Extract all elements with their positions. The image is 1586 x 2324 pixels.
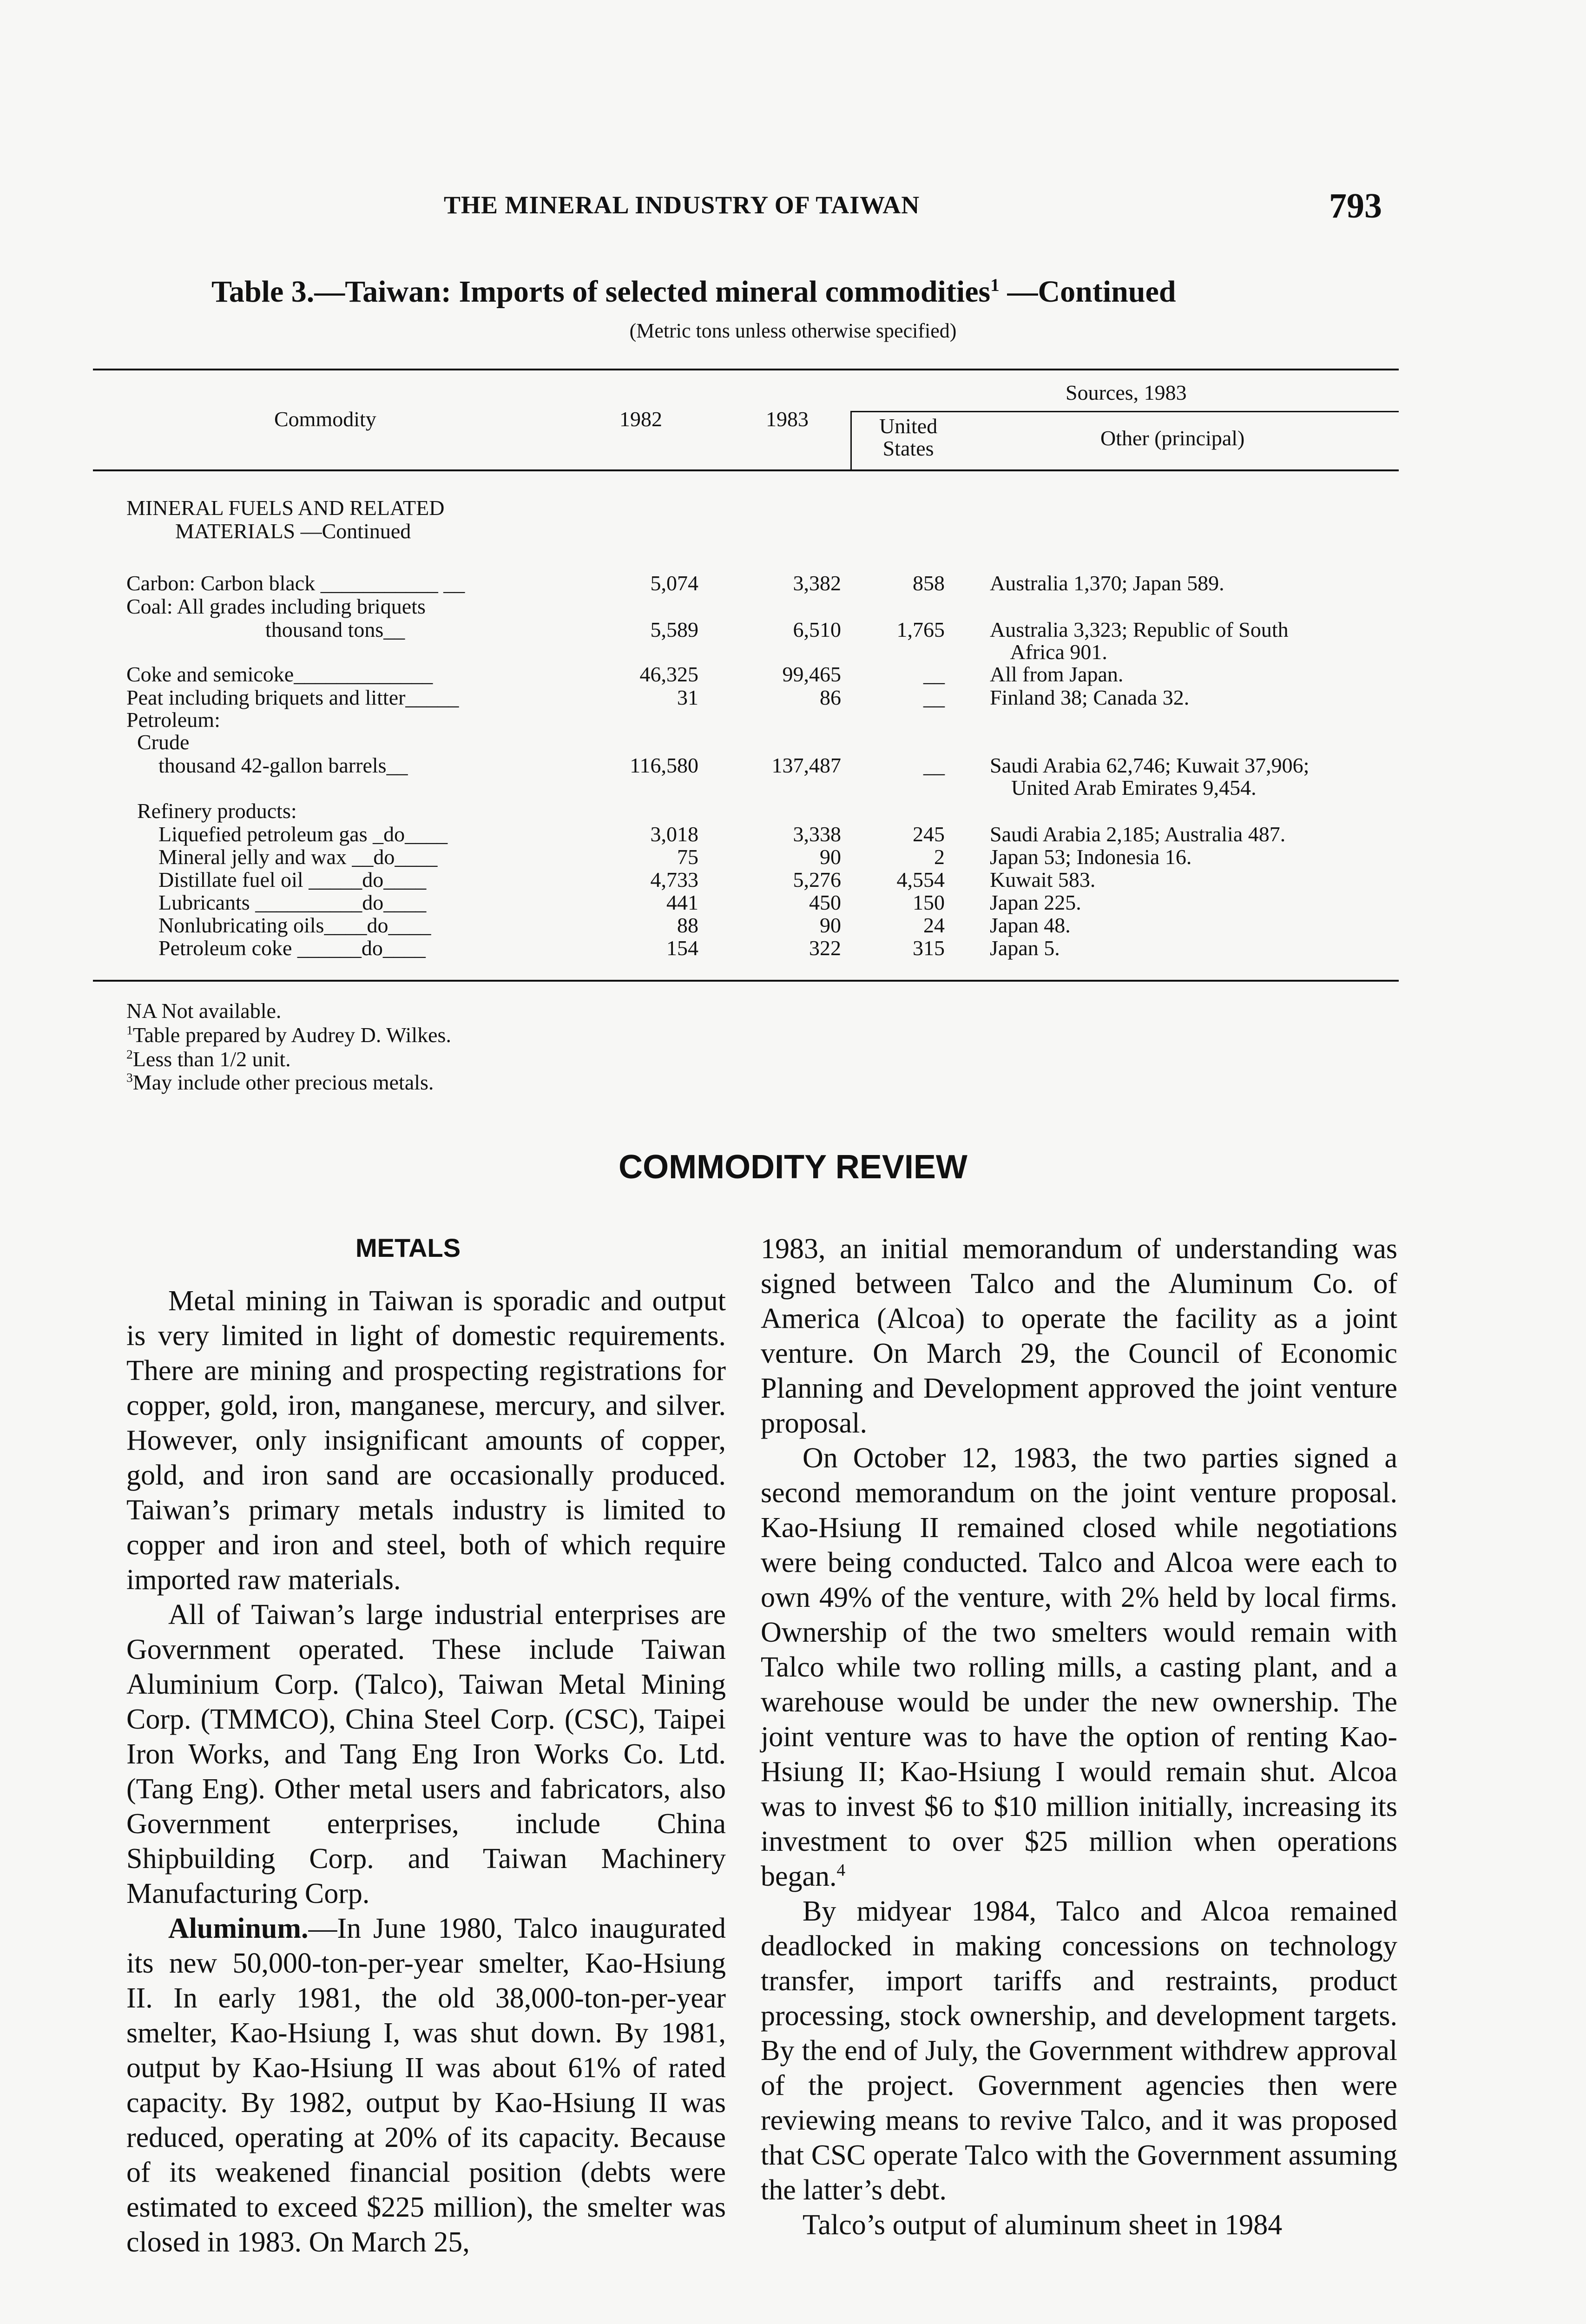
table-row — [0, 775, 1586, 800]
cell-other-sources: Kuwait 583. — [990, 868, 1096, 891]
table-row — [0, 822, 1586, 847]
footnote-text: May include other precious metals. — [132, 1070, 434, 1094]
left-paragraph-1: Metal mining in Taiwan is sporadic and output is very limited in light of domestic requirements. There are mining and prospecting registrations for copper, gold, iron, manganese, mercury, and silver. However, only insignificant amounts of copper, gold, and iron sand are occasionally produced. Taiwan’s primary metals industry is limited to copper and iron and steel, both of which require imported raw materials. — [126, 1285, 726, 1596]
cell-1982: 46,325 — [639, 662, 698, 686]
cell-1983: 99,465 — [782, 662, 841, 686]
footnote-mark: 2 — [126, 1047, 133, 1062]
cell-commodity: Coke and semicoke_____________ — [126, 662, 433, 686]
table-row — [0, 707, 1586, 733]
right-paragraph-2 — [761, 1441, 1397, 1894]
cell-other-sources: Finland 38; Canada 32. — [990, 686, 1190, 709]
left-column — [126, 1284, 726, 2260]
cell-united-states: 858 — [913, 571, 945, 595]
table-row — [0, 753, 1586, 778]
table-row — [0, 594, 1586, 619]
table-title-text: Table 3.—Taiwan: Imports of selected mineral commodities — [211, 275, 991, 309]
footnote — [126, 1047, 291, 1071]
table-row — [0, 799, 1586, 824]
cell-commodity: thousand tons__ — [126, 618, 405, 641]
right-paragraph-1: 1983, an initial memorandum of understanding was signed between Talco and the Aluminum Co. of America (Alcoa) to operate the facility as a joint venture. On March 29, the Council of Economic Planning and Development approved the joint venture proposal. — [761, 1233, 1397, 1439]
table-row — [0, 617, 1586, 642]
cell-1983: 3,338 — [793, 822, 841, 846]
us-column-divider — [850, 411, 852, 470]
cell-commodity: Nonlubricating oils____do____ — [126, 913, 431, 937]
cell-other-sources: Saudi Arabia 62,746; Kuwait 37,906; — [990, 753, 1310, 777]
cell-united-states: 24 — [923, 913, 945, 937]
table-subtitle: (Metric tons unless otherwise specified) — [629, 319, 957, 342]
cell-commodity: Peat including briquets and litter_____ — [126, 686, 459, 709]
cell-commodity: Petroleum coke ______do____ — [126, 936, 426, 960]
cell-1982: 3,018 — [650, 822, 698, 846]
header-united-states — [879, 415, 937, 460]
group-heading-line1: MINERAL FUELS AND RELATED — [126, 496, 445, 520]
table-row — [0, 867, 1586, 892]
cell-united-states: 1,765 — [896, 618, 945, 641]
table-title — [211, 274, 1176, 310]
header-1983: 1983 — [766, 407, 809, 431]
aluminum-text: —In June 1980, Talco inaugurated its new 50,000-ton-per-year smelter, Kao-Hsiung II. In early 1981, the old 38,000-ton-per-year smelter, Kao-Hsiung I, was shut down. By 1981, output by Kao-Hsiung II was about 61% of rated capacity. By 1982, output by Kao-Hsiung II was reduced, operating at 20% of its capacity. Because of its weakened financial position (debts were estimated to exceed $225 million), the smelter was closed in 1983. On March 25, — [126, 1913, 726, 2258]
cell-1983: 137,487 — [771, 753, 841, 777]
table-title-footnote-mark: 1 — [990, 275, 1000, 295]
cell-1983: 86 — [820, 686, 841, 709]
cell-united-states: 245 — [913, 822, 945, 846]
footnote-mark: 3 — [126, 1070, 133, 1085]
footnote — [126, 1023, 451, 1047]
cell-united-states: __ — [923, 686, 945, 709]
header-us-line2: States — [882, 436, 934, 460]
header-other: Other (principal) — [1100, 426, 1245, 450]
cell-commodity: thousand 42-gallon barrels__ — [126, 753, 408, 777]
cell-1982: 441 — [666, 891, 698, 914]
table-row — [0, 662, 1586, 687]
table-row — [0, 730, 1586, 755]
right-paragraph-3: By midyear 1984, Talco and Alcoa remained deadlocked in making concessions on technology transfer, import tariffs and restraints, product processing, stock ownership, and development targets. By the end of July, the Government withdrew approval of the project. Government agencies then were reviewing means to revive Talco, and it was proposed that CSC operate Talco with the Government assuming the latter’s debt. — [761, 1895, 1397, 2206]
cell-commodity: Lubricants __________do____ — [126, 891, 427, 914]
cell-1982: 31 — [677, 686, 698, 709]
cell-united-states: 4,554 — [896, 868, 945, 891]
cell-1983: 3,382 — [793, 571, 841, 595]
footnote-text: NA Not available. — [126, 999, 282, 1023]
cell-other-sources: Saudi Arabia 2,185; Australia 487. — [990, 822, 1286, 846]
cell-1982: 75 — [677, 845, 698, 869]
cell-1982: 154 — [666, 936, 698, 960]
cell-commodity: Refinery products: — [126, 799, 297, 823]
metals-heading: METALS — [355, 1233, 461, 1262]
cell-commodity: Crude — [126, 730, 190, 754]
cell-1983: 90 — [820, 845, 841, 869]
table-row — [0, 913, 1586, 938]
footnote — [126, 998, 281, 1023]
aluminum-paragraph — [126, 1911, 726, 2260]
aluminum-lead: Aluminum. — [168, 1913, 309, 1944]
cell-1982: 88 — [677, 913, 698, 937]
footnote-text: Less than 1/2 unit. — [132, 1047, 291, 1071]
sources-rule — [850, 411, 1399, 412]
table-top-rule — [93, 369, 1399, 370]
header-1982: 1982 — [619, 407, 662, 431]
cell-united-states: __ — [923, 753, 945, 777]
cell-1982: 4,733 — [650, 868, 698, 891]
cell-commodity: Petroleum: — [126, 708, 220, 732]
page-number: 793 — [1329, 186, 1382, 225]
cell-commodity: Mineral jelly and wax __do____ — [126, 845, 438, 869]
right-paragraph-2-text: On October 12, 1983, the two parties signed a second memorandum on the joint venture proposal. Kao-Hsiung II remained closed while negotiations were being conducted. Talco and Alcoa were each to own 49% of the venture, with 2% held by local firms. Ownership of the two smelters would remain with Talco while two rolling mills, a casting plant, and a warehouse would be under the new ownership. The joint venture was to have the option of renting Kao-Hsiung II; Kao-Hsiung I would remain shut. Alcoa was to invest $6 to $10 million initially, increasing its investment to over $25 million when operations began. — [761, 1442, 1397, 1892]
cell-1982: 116,580 — [630, 753, 698, 777]
cell-commodity: Distillate fuel oil _____do____ — [126, 868, 427, 891]
right-paragraph-2-footnote-mark: 4 — [836, 1861, 846, 1880]
cell-commodity: Liquefied petroleum gas _do____ — [126, 822, 448, 846]
running-head: THE MINERAL INDUSTRY OF TAIWAN — [444, 191, 920, 219]
cell-1983: 450 — [809, 891, 841, 914]
cell-other-sources: United Arab Emirates 9,454. — [990, 776, 1257, 799]
cell-other-sources: Australia 1,370; Japan 589. — [990, 571, 1224, 595]
table-bottom-rule — [93, 980, 1399, 982]
cell-other-sources: Africa 901. — [990, 640, 1107, 664]
cell-commodity: Coal: All grades including briquets — [126, 594, 426, 618]
cell-other-sources: Japan 53; Indonesia 16. — [990, 845, 1192, 869]
table-row — [0, 845, 1586, 870]
cell-1982: 5,074 — [650, 571, 698, 595]
cell-1983: 6,510 — [793, 618, 841, 641]
table-title-suffix: —Continued — [999, 275, 1176, 309]
header-us-line1: United — [879, 414, 938, 438]
cell-united-states: 315 — [913, 936, 945, 960]
cell-united-states: __ — [923, 662, 945, 686]
cell-united-states: 150 — [913, 891, 945, 914]
cell-united-states: 2 — [934, 845, 945, 869]
right-paragraph-4: Talco’s output of aluminum sheet in 1984 — [803, 2209, 1283, 2241]
header-sources: Sources, 1983 — [1066, 381, 1187, 404]
section-heading: COMMODITY REVIEW — [619, 1149, 967, 1186]
header-commodity: Commodity — [274, 407, 376, 431]
table-row — [0, 890, 1586, 915]
cell-other-sources: Japan 225. — [990, 891, 1081, 914]
left-paragraph-2: All of Taiwan’s large industrial enterprises are Government operated. These include Taiwan Aluminium Corp. (Talco), Taiwan Metal Mining Corp. (TMMCO), China Steel Corp. (CSC), Taipei Iron Works, and Tang Eng Iron Works Co. Ltd. (Tang Eng). Other metal users and fabricators, also Government enterprises, include China Shipbuilding Corp. and Taiwan Machinery Manufacturing Corp. — [126, 1599, 726, 1909]
table-row — [0, 640, 1586, 665]
cell-1982: 5,589 — [650, 618, 698, 641]
footnote — [126, 1070, 434, 1095]
footnote-text: Table prepared by Audrey D. Wilkes. — [132, 1023, 451, 1047]
cell-other-sources: Japan 5. — [990, 936, 1060, 960]
cell-other-sources: All from Japan. — [990, 662, 1124, 686]
table-row — [0, 936, 1586, 961]
header-bottom-rule — [93, 469, 1399, 471]
cell-other-sources: Australia 3,323; Republic of South — [990, 618, 1289, 641]
table-row — [0, 685, 1586, 710]
group-heading-line2: MATERIALS —Continued — [175, 519, 411, 543]
footnote-mark: 1 — [126, 1023, 133, 1037]
table-row — [0, 571, 1586, 596]
cell-1983: 90 — [820, 913, 841, 937]
cell-1983: 322 — [809, 936, 841, 960]
cell-other-sources: Japan 48. — [990, 913, 1071, 937]
cell-1983: 5,276 — [793, 868, 841, 891]
cell-commodity: Carbon: Carbon black ___________ __ — [126, 571, 465, 595]
group-heading — [126, 496, 444, 543]
right-column — [761, 1232, 1397, 2243]
